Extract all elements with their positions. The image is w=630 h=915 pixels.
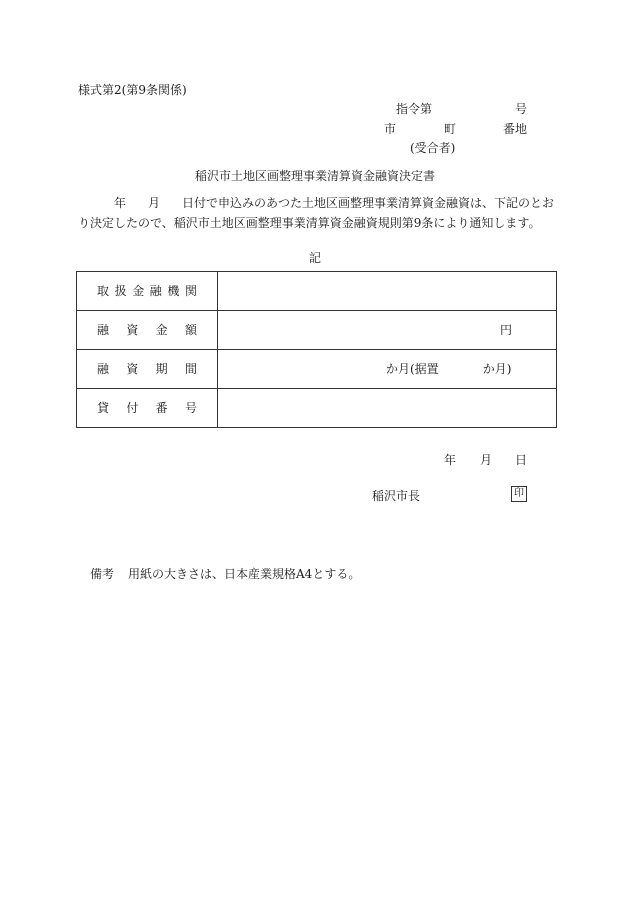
remarks-text: 用紙の大きさは、日本産業規格A4とする。 (128, 567, 361, 581)
address-lot: 番地 (503, 122, 528, 136)
remarks (90, 568, 360, 580)
label-financial-institution: 取 扱 金 融 機 関 (77, 272, 218, 311)
table-row (77, 389, 557, 428)
address-town: 町 (444, 122, 457, 136)
date-year: 年 (444, 453, 457, 467)
body-paragraph (78, 193, 558, 233)
document-title: 稲沢市土地区画整理事業清算資金融資決定書 (194, 169, 435, 183)
value-loan-period[interactable] (218, 350, 557, 389)
remarks-label: 備考 (90, 567, 115, 581)
notice-number-prefix: 指令第 (396, 102, 433, 116)
body-year: 年 (114, 196, 127, 210)
notice-number-suffix: 号 (515, 102, 528, 116)
mayor-label: 稲沢市長 (372, 489, 421, 503)
label-loan-amount: 融 資 金 額 (77, 311, 218, 350)
date-day: 日 (515, 453, 528, 467)
months-text: か月(据置 (386, 362, 439, 376)
body-line2: り決定したので、稲沢市土地区画整理事業清算資金融資規則第9条により通知します。 (78, 216, 541, 230)
table-row (77, 350, 557, 389)
value-financial-institution[interactable] (218, 272, 557, 311)
value-loan-number[interactable] (218, 389, 557, 428)
address-city: 市 (384, 122, 397, 136)
value-loan-amount[interactable] (218, 311, 557, 350)
yen-suffix: 円 (499, 323, 512, 337)
details-table (76, 271, 557, 428)
date-month: 月 (480, 453, 493, 467)
table-row (77, 272, 557, 311)
form-number-label: 様式第2(第9条関係) (78, 83, 187, 97)
body-month: 月 (148, 196, 161, 210)
label-loan-period: 融 資 期 間 (77, 350, 218, 389)
recipient-label: (受合者) (410, 141, 456, 155)
seal-stamp-icon: 印 (511, 486, 527, 502)
label-loan-number: 貸 付 番 号 (77, 389, 218, 428)
body-line1: 日付で申込みのあつた土地区画整理事業清算資金融資は、下記のとお (182, 196, 555, 210)
ki-heading: 記 (308, 251, 321, 265)
table-row (77, 311, 557, 350)
grace-months-text: か月) (482, 362, 512, 376)
